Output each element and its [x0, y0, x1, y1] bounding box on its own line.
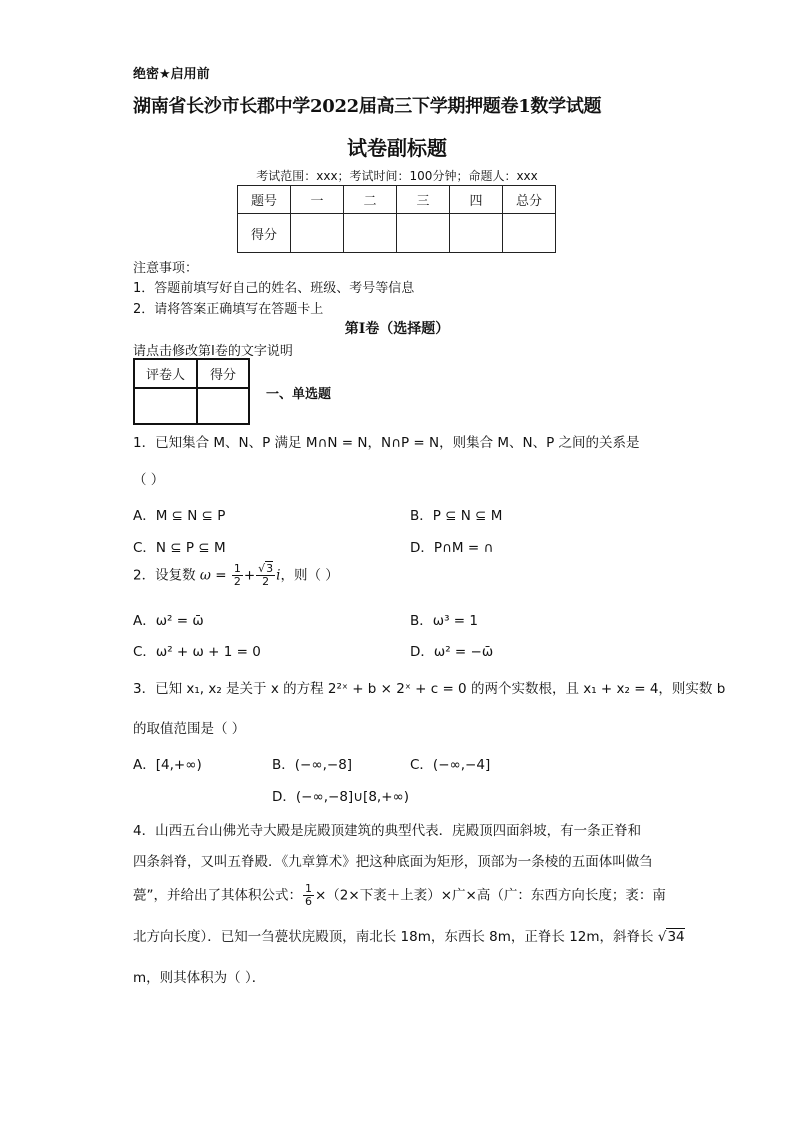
q3-option-c[interactable]: C．(−∞,−4] [410, 757, 491, 773]
q2-omega: ω [199, 567, 211, 584]
grader-table [133, 358, 250, 425]
notes-heading: 注意事项： [133, 261, 199, 276]
question-2-stem: 2．设复数 ω = $\frac{1}{2}$ + $\frac{√3}{2}$ i，则（ ） [133, 562, 339, 588]
q4-line3-pre: 甍”，并给出了其体积公式： [133, 887, 302, 904]
section-heading: 一、单选题 [266, 387, 332, 402]
question-3-line1: 3．已知 x₁, x₂ 是关于 x 的方程 2²ˣ + b × 2ˣ + c = 0 的两个实数根，且 x₁ + x₂ = 4，则实数 b [133, 681, 726, 697]
score-header-cell: 总分 [503, 186, 556, 214]
score-cell[interactable] [450, 214, 503, 253]
exam-subtitle: 试卷副标题 [347, 136, 447, 160]
q4-line3-post: ×（2×下袤＋上袤）×广×高（广：东西方向长度；袤：南 [315, 887, 666, 904]
score-cell[interactable] [344, 214, 397, 253]
secret-label: 绝密★启用前 [133, 67, 210, 82]
score-cell[interactable] [503, 214, 556, 253]
q2-option-c[interactable]: C．ω² + ω + 1 = 0 [133, 644, 261, 660]
grader-cell[interactable] [134, 388, 197, 424]
score-header-cell: 一 [291, 186, 344, 214]
score-header-cell: 题号 [238, 186, 291, 214]
q1-option-b[interactable]: B．P ⊆ N ⊆ M [410, 508, 503, 524]
score-header-cell: 三 [397, 186, 450, 214]
question-4-line5: m，则其体积为（ ）． [133, 970, 266, 986]
fraction: $\frac{1}{6}$ [305, 882, 312, 908]
q2-option-a[interactable]: A．ω² = ω̄ [133, 613, 204, 629]
score-row-label: 得分 [238, 214, 291, 253]
score-cell[interactable] [397, 214, 450, 253]
score-header-cell: 二 [344, 186, 397, 214]
notes-item: 2．请将答案正确填写在答题卡上 [133, 302, 324, 317]
score-header-cell: 四 [450, 186, 503, 214]
q1-option-a[interactable]: A．M ⊆ N ⊆ P [133, 508, 226, 524]
fraction: $\frac{1}{2}$ [233, 562, 241, 588]
question-4-line2: 四条斜脊，又叫五脊殿．《九章算术》把这种底面为矩形，顶部为一条棱的五面体叫做刍 [133, 854, 653, 870]
q3-option-b[interactable]: B．(−∞,−8] [272, 757, 353, 773]
question-1-stem: 1．已知集合 M、N、P 满足 M∩N = N，N∩P = N，则集合 M、N、P 之间的关系是 [133, 435, 640, 451]
q2-suffix: ，则（ ） [280, 567, 339, 584]
question-4-line3 [133, 883, 666, 908]
question-4-line1: 4．山西五台山佛光寺大殿是庑殿顶建筑的典型代表．庑殿顶四面斜坡，有一条正脊和 [133, 823, 642, 839]
question-4-line4: 北方向长度）．已知一刍甍状庑殿顶，南北长 18m，东西长 8m，正脊长 12m，斜脊长 √34 [133, 929, 685, 945]
exam-info: 考试范围：xxx；考试时间：100分钟；命题人：xxx [256, 169, 538, 183]
question-3-line2: 的取值范围是（ ） [133, 721, 246, 737]
question-1-paren: （ ） [133, 472, 165, 488]
q4-sqrt-value: 34 [667, 929, 685, 945]
part-title: 第I卷（选择题） [344, 321, 450, 337]
q4-line4-pre: 北方向长度）．已知一刍甍状庑殿顶，南北长 18m，东西长 8m，正脊长 12m，斜脊长 [133, 929, 654, 945]
exam-title: 湖南省长沙市长郡中学2022届高三下学期押题卷1数学试题 [133, 96, 602, 117]
score-cell[interactable] [291, 214, 344, 253]
notes-item: 1．答题前填写好自己的姓名、班级、考号等信息 [133, 281, 415, 296]
q2-option-d[interactable]: D．ω² = −ω̄ [410, 644, 494, 660]
q3-option-d[interactable]: D．(−∞,−8]∪[8,+∞) [272, 789, 410, 805]
grader-header: 得分 [197, 359, 249, 388]
part-hint[interactable]: 请点击修改第I卷的文字说明 [133, 344, 293, 359]
q1-option-c[interactable]: C．N ⊆ P ⊆ M [133, 540, 226, 556]
q2-option-b[interactable]: B．ω³ = 1 [410, 613, 478, 629]
q1-option-d[interactable]: D．P∩M = ∩ [410, 540, 494, 556]
grader-cell[interactable] [197, 388, 249, 424]
fraction: $\frac{√3}{2}$ [258, 562, 274, 588]
grader-header: 评卷人 [134, 359, 197, 388]
q2-prefix: 2．设复数 [133, 567, 196, 584]
score-table [237, 185, 556, 253]
q3-option-a[interactable]: A．[4,+∞) [133, 757, 202, 773]
